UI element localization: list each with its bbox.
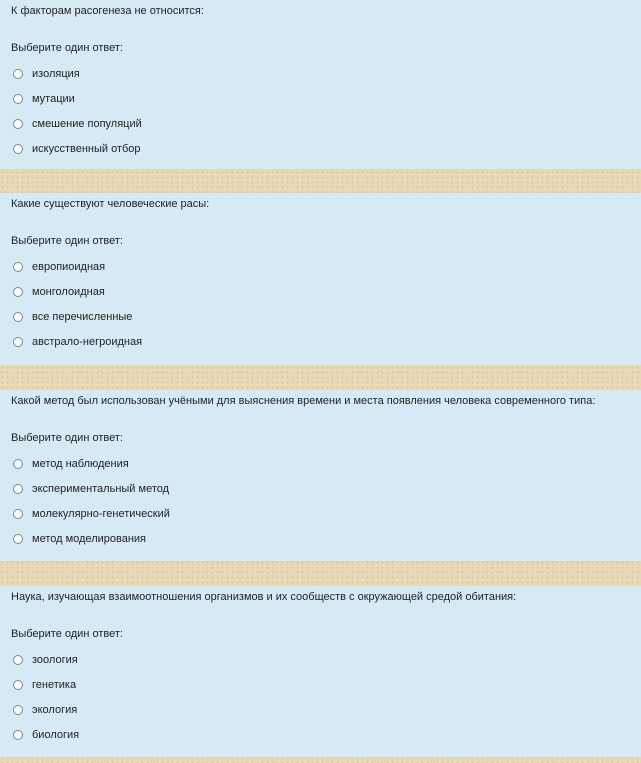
answer-option[interactable]	[13, 647, 79, 672]
answer-label[interactable]: искусственный отбор	[32, 142, 141, 155]
answer-option[interactable]	[13, 672, 79, 697]
answer-option[interactable]	[13, 526, 170, 551]
radio-button-icon[interactable]	[13, 312, 23, 322]
radio-button-icon[interactable]	[13, 705, 23, 715]
question-text: К факторам расогенеза не относится:	[11, 5, 204, 17]
answer-option[interactable]	[13, 697, 79, 722]
answer-option[interactable]	[13, 254, 142, 279]
answer-label[interactable]: изоляция	[32, 67, 80, 80]
answer-prompt: Выберите один ответ:	[11, 432, 123, 444]
answer-option[interactable]	[13, 136, 142, 161]
radio-button-icon[interactable]	[13, 534, 23, 544]
answer-option[interactable]	[13, 476, 170, 501]
radio-button-icon[interactable]	[13, 69, 23, 79]
answer-prompt: Выберите один ответ:	[11, 235, 123, 247]
answer-option[interactable]	[13, 86, 142, 111]
radio-button-icon[interactable]	[13, 680, 23, 690]
answer-label[interactable]: метод наблюдения	[32, 457, 129, 470]
answer-label[interactable]: монголоидная	[32, 285, 105, 298]
radio-button-icon[interactable]	[13, 730, 23, 740]
question-card-1	[0, 0, 641, 169]
radio-button-icon[interactable]	[13, 119, 23, 129]
radio-button-icon[interactable]	[13, 337, 23, 347]
answer-label[interactable]: экспериментальный метод	[32, 482, 170, 495]
answer-label[interactable]: европиоидная	[32, 260, 106, 273]
answer-label[interactable]: мутации	[32, 92, 75, 105]
answer-label[interactable]: смешение популяций	[32, 117, 142, 130]
answer-option[interactable]	[13, 722, 79, 747]
radio-button-icon[interactable]	[13, 144, 23, 154]
answer-option[interactable]	[13, 61, 142, 86]
answer-list	[13, 254, 142, 354]
radio-button-icon[interactable]	[13, 94, 23, 104]
question-card-3	[0, 390, 641, 561]
radio-button-icon[interactable]	[13, 655, 23, 665]
question-text: Какие существуют человеческие расы:	[11, 198, 210, 210]
radio-button-icon[interactable]	[13, 459, 23, 469]
answer-list	[13, 61, 142, 161]
question-card-4	[0, 586, 641, 757]
question-card-2	[0, 193, 641, 365]
answer-option[interactable]	[13, 279, 142, 304]
answer-label[interactable]: биология	[32, 728, 80, 741]
radio-button-icon[interactable]	[13, 484, 23, 494]
radio-button-icon[interactable]	[13, 287, 23, 297]
answer-list	[13, 647, 79, 747]
radio-button-icon[interactable]	[13, 262, 23, 272]
answer-label[interactable]: зоология	[32, 653, 78, 666]
answer-label[interactable]: экология	[32, 703, 78, 716]
answer-option[interactable]	[13, 111, 142, 136]
answer-option[interactable]	[13, 451, 170, 476]
answer-prompt: Выберите один ответ:	[11, 628, 123, 640]
question-text: Какой метод был использован учёными для выяснения времени и места появления человека современного типа:	[11, 395, 596, 407]
answer-list	[13, 451, 170, 551]
answer-label[interactable]: метод моделирования	[32, 532, 147, 545]
answer-label[interactable]: все перечисленные	[32, 310, 133, 323]
answer-label[interactable]: генетика	[32, 678, 77, 691]
answer-option[interactable]	[13, 329, 142, 354]
answer-prompt: Выберите один ответ:	[11, 42, 123, 54]
radio-button-icon[interactable]	[13, 509, 23, 519]
answer-option[interactable]	[13, 501, 170, 526]
answer-label[interactable]: молекулярно-генетический	[32, 507, 170, 520]
question-text: Наука, изучающая взаимоотношения организмов и их сообществ с окружающей средой обитания:	[11, 591, 517, 603]
answer-label[interactable]: австрало-негроидная	[32, 335, 143, 348]
answer-option[interactable]	[13, 304, 142, 329]
